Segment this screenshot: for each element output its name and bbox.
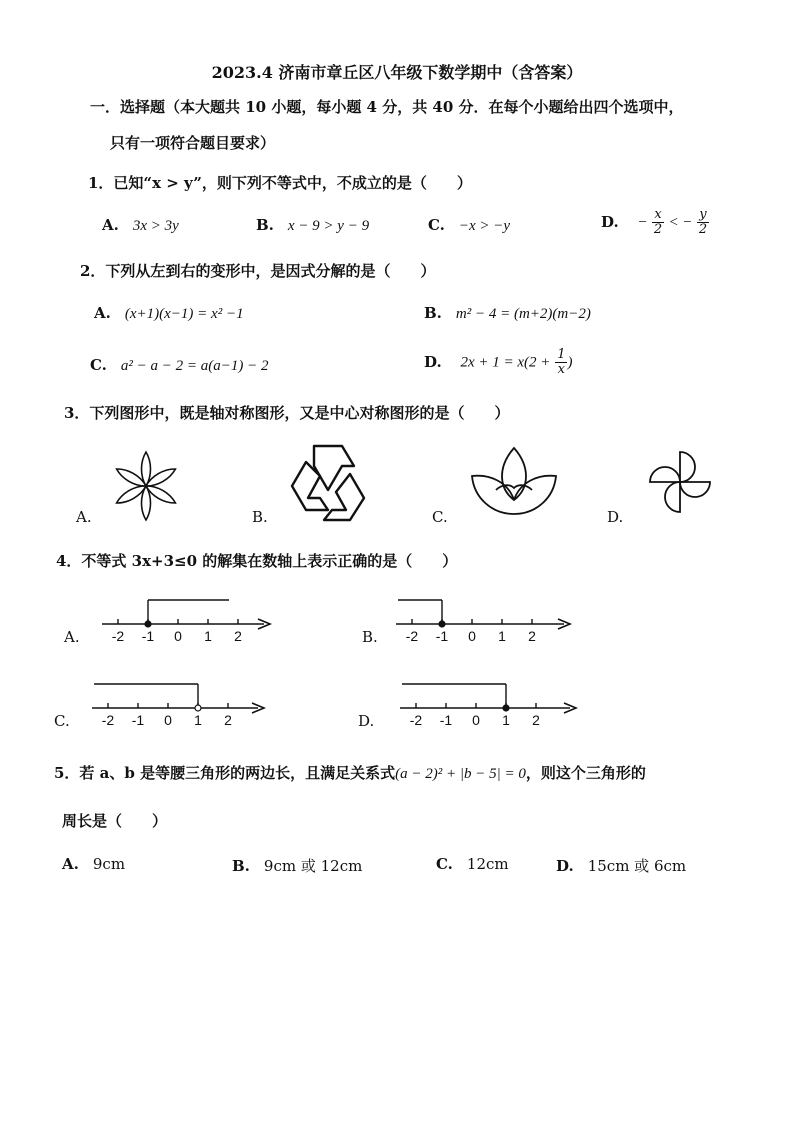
option-text: 9cm 或 12cm xyxy=(263,857,363,875)
tick-label: -1 xyxy=(439,712,453,728)
q4-option-b-label: B. xyxy=(362,628,378,646)
q5-option-b[interactable] xyxy=(232,855,362,876)
question-5-stem: 5．若 a、b 是等腰三角形的两边长，且满足关系式(a − 2)² + |b − 5| = 0，则这个三角形的 xyxy=(54,764,646,782)
option-text: 3x > 3y xyxy=(132,218,179,234)
tick-label: 2 xyxy=(224,712,232,728)
q3-option-c-label: C. xyxy=(432,508,448,526)
q1-option-b[interactable] xyxy=(256,216,369,235)
question-1-stem: 1．已知“x > y”，则下列不等式中，不成立的是（ ） xyxy=(88,174,472,192)
q2-option-a[interactable] xyxy=(94,304,244,323)
number-line-d[interactable] xyxy=(392,674,580,734)
option-text: m² − 4 = (m+2)(m−2) xyxy=(455,306,591,322)
q4-option-d-label: D. xyxy=(358,712,375,730)
q1-option-d[interactable]: D. − $\frac{x}{2}$ < − $\frac{y}{2}$ xyxy=(601,207,708,237)
tick-label: 2 xyxy=(528,628,536,644)
q1-option-a[interactable] xyxy=(102,216,179,235)
option-text: 15cm 或 6cm xyxy=(587,857,687,875)
q2-option-c[interactable] xyxy=(90,356,269,375)
tick-label: -2 xyxy=(409,712,423,728)
option-label: A. xyxy=(102,216,119,234)
option-text: 9cm xyxy=(92,855,126,873)
formula: (a − 2)² + |b − 5| = 0 xyxy=(395,766,526,782)
tick-label: 1 xyxy=(204,628,212,644)
tick-label: -2 xyxy=(405,628,419,644)
q3-option-d-label: D. xyxy=(607,508,624,526)
six-petal-flower-icon[interactable] xyxy=(108,448,184,524)
option-label: D. xyxy=(424,352,442,371)
section-heading-cont: 只有一项符合题目要求） xyxy=(110,134,276,152)
q1-option-c[interactable] xyxy=(428,216,510,235)
section-heading: 一．选择题（本大题共 10 小题，每小题 4 分，共 40 分．在每个小题给出四个选项中， xyxy=(90,98,684,116)
tick-label: 0 xyxy=(164,712,172,728)
option-text: 12cm xyxy=(466,855,509,873)
option-text: a² − a − 2 = a(a−1) − 2 xyxy=(120,358,269,374)
tick-label: 0 xyxy=(174,628,182,644)
option-label: C. xyxy=(436,855,453,873)
q3-option-a-label: A. xyxy=(76,508,92,526)
fraction: $\frac{y}{2}$ xyxy=(698,207,708,237)
number-line-b[interactable] xyxy=(388,590,574,650)
tick-label: -2 xyxy=(111,628,125,644)
option-label: B. xyxy=(256,216,274,234)
tick-label: 0 xyxy=(472,712,480,728)
option-label: C. xyxy=(428,216,445,234)
lotus-icon[interactable] xyxy=(468,444,560,520)
q3-option-b-label: B. xyxy=(252,508,268,526)
tick-label: 0 xyxy=(468,628,476,644)
q2-option-d[interactable]: D. 2x + 1 = x(2 + $\frac{1}{x}$ ) xyxy=(424,347,573,377)
tick-label: -1 xyxy=(131,712,145,728)
option-label: A. xyxy=(62,855,79,873)
option-label: C. xyxy=(90,356,107,374)
option-text: −x > −y xyxy=(458,218,511,234)
tick-label: 1 xyxy=(194,712,202,728)
option-label: D. xyxy=(601,212,619,231)
q4-option-a-label: A. xyxy=(64,628,80,646)
tick-label: -1 xyxy=(435,628,449,644)
solution-point xyxy=(145,621,151,627)
option-label: A. xyxy=(94,304,111,322)
number-line-c[interactable] xyxy=(84,674,268,734)
question-4-stem: 4．不等式 3x+3≤0 的解集在数轴上表示正确的是（ ） xyxy=(56,552,458,570)
tick-label: 1 xyxy=(502,712,510,728)
number-line-a[interactable] xyxy=(94,590,274,650)
page-title: 2023.4 济南市章丘区八年级下数学期中（含答案） xyxy=(211,63,583,82)
recycle-triangle-icon[interactable] xyxy=(284,440,372,524)
solution-point xyxy=(503,705,509,711)
q2-option-b[interactable] xyxy=(424,304,591,323)
tick-label: -1 xyxy=(141,628,155,644)
question-3-stem: 3．下列图形中，既是轴对称图形，又是中心对称图形的是（ ） xyxy=(64,404,510,422)
tick-label: 1 xyxy=(498,628,506,644)
tick-label: 2 xyxy=(532,712,540,728)
pinwheel-icon[interactable] xyxy=(644,446,716,518)
tick-label: -2 xyxy=(101,712,115,728)
solution-point xyxy=(195,705,201,711)
tick-label: 2 xyxy=(234,628,242,644)
q5-option-a[interactable] xyxy=(62,855,125,873)
fraction: $\frac{1}{x}$ xyxy=(557,347,566,377)
q5-option-d[interactable] xyxy=(556,855,686,876)
solution-point xyxy=(439,621,445,627)
question-5-stem-cont: 周长是（ ） xyxy=(62,812,168,830)
option-label: B. xyxy=(424,304,442,322)
option-label: B. xyxy=(232,857,250,875)
option-text: (x+1)(x−1) = x² −1 xyxy=(124,306,244,322)
option-label: D. xyxy=(556,857,574,875)
fraction: $\frac{x}{2}$ xyxy=(653,207,663,237)
q5-option-c[interactable] xyxy=(436,855,509,873)
question-2-stem: 2．下列从左到右的变形中，是因式分解的是（ ） xyxy=(80,262,436,280)
q4-option-c-label: C. xyxy=(54,712,70,730)
option-text: x − 9 > y − 9 xyxy=(287,218,370,234)
